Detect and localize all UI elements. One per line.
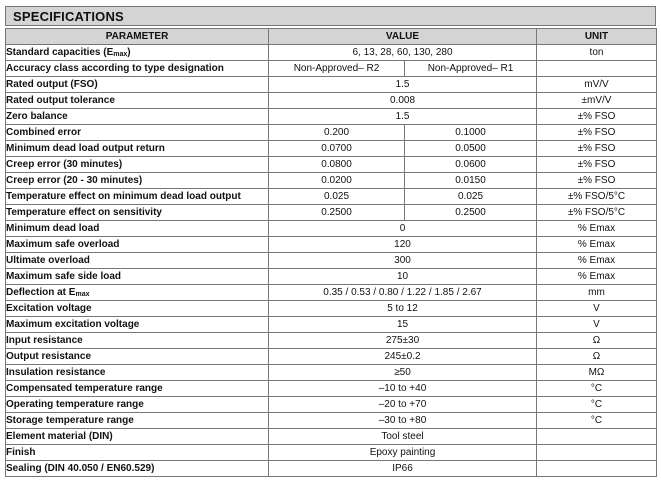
unit-cell: ±% FSO/5°C xyxy=(537,189,657,205)
parameter-name: Maximum safe overload xyxy=(6,238,120,250)
value-cell-left: 0.025 xyxy=(269,189,405,205)
parameter-cell xyxy=(6,269,269,285)
value-cell: –20 to +70 xyxy=(269,397,537,413)
table-row xyxy=(6,141,657,157)
table-row xyxy=(6,93,657,109)
parameter-cell xyxy=(6,365,269,381)
parameter-name: Insulation resistance xyxy=(6,366,106,378)
value-cell: Tool steel xyxy=(269,429,537,445)
table-row xyxy=(6,189,657,205)
parameter-name: Rated output tolerance xyxy=(6,94,115,106)
table-row xyxy=(6,61,657,77)
unit-cell: Ω xyxy=(537,333,657,349)
header-unit: UNIT xyxy=(537,29,657,45)
parameter-name: Output resistance xyxy=(6,350,92,362)
table-row xyxy=(6,365,657,381)
parameter-name: Operating temperature range xyxy=(6,398,144,410)
unit-cell xyxy=(537,445,657,461)
value-cell-right: 0.0500 xyxy=(405,141,537,157)
value-cell: 120 xyxy=(269,237,537,253)
parameter-name: Ultimate overload xyxy=(6,254,90,266)
unit-cell: mV/V xyxy=(537,77,657,93)
value-cell-right: 0.1000 xyxy=(405,125,537,141)
table-row xyxy=(6,381,657,397)
value-cell-left: 0.0200 xyxy=(269,173,405,189)
parameter-name: Zero balance xyxy=(6,110,68,122)
table-row xyxy=(6,413,657,429)
table-row xyxy=(6,269,657,285)
unit-cell: V xyxy=(537,317,657,333)
unit-cell xyxy=(537,61,657,77)
value-cell-left: 0.0800 xyxy=(269,157,405,173)
value-cell: –30 to +80 xyxy=(269,413,537,429)
unit-cell: % Emax xyxy=(537,237,657,253)
unit-cell: % Emax xyxy=(537,253,657,269)
unit-cell xyxy=(537,429,657,445)
unit-cell: ±mV/V xyxy=(537,93,657,109)
parameter-name: Sealing (DIN 40.050 / EN60.529) xyxy=(6,462,155,474)
unit-cell: Ω xyxy=(537,349,657,365)
value-cell: 1.5 xyxy=(269,109,537,125)
value-cell: 0 xyxy=(269,221,537,237)
parameter-name: Combined error xyxy=(6,126,82,138)
unit-cell: °C xyxy=(537,381,657,397)
table-row xyxy=(6,125,657,141)
parameter-cell xyxy=(6,77,269,93)
parameter-cell xyxy=(6,413,269,429)
parameter-cell xyxy=(6,317,269,333)
unit-cell: ±% FSO xyxy=(537,157,657,173)
table-row xyxy=(6,205,657,221)
value-cell: 10 xyxy=(269,269,537,285)
value-cell: 0.008 xyxy=(269,93,537,109)
value-cell: ≥50 xyxy=(269,365,537,381)
parameter-cell xyxy=(6,381,269,397)
unit-cell: ton xyxy=(537,45,657,61)
value-cell: 1.5 xyxy=(269,77,537,93)
parameter-cell xyxy=(6,285,269,301)
parameter-name: Accuracy class according to type designation xyxy=(6,62,224,74)
parameter-name: Storage temperature range xyxy=(6,414,134,426)
value-cell: 0.35 / 0.53 / 0.80 / 1.22 / 1.85 / 2.67 xyxy=(269,285,537,301)
unit-cell: ±% FSO xyxy=(537,173,657,189)
parameter-name: Minimum dead load output return xyxy=(6,142,165,154)
table-row xyxy=(6,173,657,189)
value-cell-right: 0.0600 xyxy=(405,157,537,173)
unit-cell: % Emax xyxy=(537,221,657,237)
table-row xyxy=(6,157,657,173)
parameter-cell xyxy=(6,109,269,125)
value-cell: 300 xyxy=(269,253,537,269)
parameter-name: Maximum safe side load xyxy=(6,270,122,282)
parameter-cell xyxy=(6,397,269,413)
value-cell-right: 0.0150 xyxy=(405,173,537,189)
parameter-cell xyxy=(6,173,269,189)
parameter-cell xyxy=(6,253,269,269)
value-cell: 6, 13, 28, 60, 130, 280 xyxy=(269,45,537,61)
unit-cell xyxy=(537,461,657,477)
parameter-cell xyxy=(6,93,269,109)
header-value: VALUE xyxy=(269,29,537,45)
table-row xyxy=(6,397,657,413)
table-row xyxy=(6,45,657,61)
value-cell-right: 0.2500 xyxy=(405,205,537,221)
table-row xyxy=(6,237,657,253)
value-cell-left: Non-Approved– R2 xyxy=(269,61,405,77)
unit-cell: mm xyxy=(537,285,657,301)
parameter-cell xyxy=(6,61,269,77)
parameter-name: Rated output (FSO) xyxy=(6,78,98,90)
value-cell: –10 to +40 xyxy=(269,381,537,397)
parameter-name: Element material (DIN) xyxy=(6,430,113,442)
parameter-cell xyxy=(6,237,269,253)
unit-cell: ±% FSO xyxy=(537,109,657,125)
parameter-cell xyxy=(6,461,269,477)
parameter-name: Minimum dead load xyxy=(6,222,100,234)
unit-cell: ±% FSO xyxy=(537,141,657,157)
parameter-subscript: max xyxy=(113,50,128,58)
parameter-name: Deflection at E xyxy=(6,286,76,298)
value-cell-left: 0.2500 xyxy=(269,205,405,221)
parameter-name: Excitation voltage xyxy=(6,302,92,314)
table-row xyxy=(6,317,657,333)
table-row xyxy=(6,301,657,317)
table-body xyxy=(6,45,657,477)
unit-cell: % Emax xyxy=(537,269,657,285)
table-row xyxy=(6,445,657,461)
value-cell-left: 0.200 xyxy=(269,125,405,141)
unit-cell: °C xyxy=(537,397,657,413)
parameter-name: Finish xyxy=(6,446,36,458)
table-row xyxy=(6,429,657,445)
parameter-cell xyxy=(6,445,269,461)
parameter-cell xyxy=(6,157,269,173)
header-parameter: PARAMETER xyxy=(6,29,269,45)
unit-cell: MΩ xyxy=(537,365,657,381)
unit-cell: °C xyxy=(537,413,657,429)
specifications-table xyxy=(5,28,657,477)
parameter-cell xyxy=(6,205,269,221)
parameter-name: Standard capacities (E xyxy=(6,46,114,58)
parameter-cell xyxy=(6,333,269,349)
value-cell: Epoxy painting xyxy=(269,445,537,461)
value-cell: 5 to 12 xyxy=(269,301,537,317)
parameter-name: Maximum excitation voltage xyxy=(6,318,140,330)
table-row xyxy=(6,221,657,237)
value-cell-right: Non-Approved– R1 xyxy=(405,61,537,77)
parameter-cell xyxy=(6,221,269,237)
parameter-name: Input resistance xyxy=(6,334,83,346)
parameter-cell xyxy=(6,189,269,205)
table-row xyxy=(6,461,657,477)
parameter-name: Compensated temperature range xyxy=(6,382,163,394)
parameter-cell xyxy=(6,45,269,61)
table-row xyxy=(6,109,657,125)
specifications-title-bar xyxy=(5,6,656,26)
value-cell: 15 xyxy=(269,317,537,333)
parameter-name: Creep error (30 minutes) xyxy=(6,158,123,170)
unit-cell: ±% FSO/5°C xyxy=(537,205,657,221)
unit-cell: V xyxy=(537,301,657,317)
parameter-name: Temperature effect on sensitivity xyxy=(6,206,162,218)
parameter-subscript: max xyxy=(75,290,90,298)
value-cell-right: 0.025 xyxy=(405,189,537,205)
parameter-name: Temperature effect on minimum dead load output xyxy=(6,190,241,202)
value-cell: 245±0.2 xyxy=(269,349,537,365)
table-row xyxy=(6,77,657,93)
parameter-cell xyxy=(6,429,269,445)
page-title: SPECIFICATIONS xyxy=(13,9,124,24)
value-cell-left: 0.0700 xyxy=(269,141,405,157)
table-row xyxy=(6,285,657,301)
table-header-row xyxy=(6,29,657,45)
table-row xyxy=(6,349,657,365)
table-row xyxy=(6,333,657,349)
parameter-cell xyxy=(6,301,269,317)
parameter-cell xyxy=(6,141,269,157)
table-row xyxy=(6,253,657,269)
unit-cell: ±% FSO xyxy=(537,125,657,141)
value-cell: IP66 xyxy=(269,461,537,477)
parameter-cell xyxy=(6,125,269,141)
parameter-name: Creep error (20 - 30 minutes) xyxy=(6,174,143,186)
parameter-tail: ) xyxy=(127,46,131,58)
value-cell: 275±30 xyxy=(269,333,537,349)
parameter-cell xyxy=(6,349,269,365)
